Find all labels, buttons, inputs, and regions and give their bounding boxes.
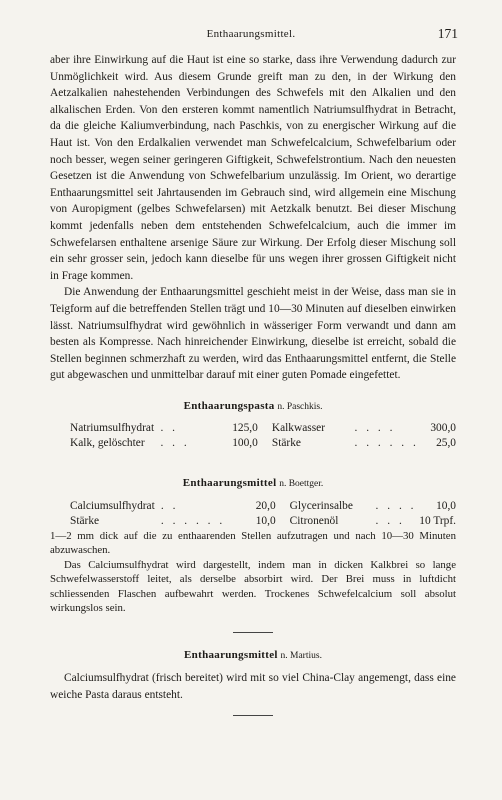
- recipe-1-author: n. Paschkis.: [277, 401, 323, 412]
- ingredient-amount: 10,0: [436, 500, 456, 513]
- recipe-2-table: [70, 499, 456, 529]
- table-row: [70, 436, 456, 451]
- recipe-1-table: [70, 421, 456, 451]
- ingredient-name: Kalkwasser: [271, 422, 325, 435]
- leader-dots: . . . . . .: [354, 437, 419, 450]
- recipe-3-title: Enthaarungsmittel: [184, 648, 278, 661]
- ingredient-name: Calciumsulfhydrat: [70, 500, 155, 513]
- table-row: [70, 499, 456, 514]
- ingredient-amount: 10 Trpf.: [419, 515, 456, 528]
- ingredient-name: Natriumsulfhydrat: [70, 422, 155, 435]
- table-row: [70, 421, 456, 436]
- recipe-3-heading: [50, 647, 456, 665]
- leader-dots: . .: [160, 500, 179, 513]
- recipe-1-title: Enthaarungspasta: [183, 399, 275, 412]
- recipe-3-text: Calciumsulfhydrat (frisch bereitet) wird mit so viel China-Clay angemengt, dass eine weiche Pasta daraus entsteht.: [50, 672, 456, 701]
- recipe-3-author: n. Martius.: [280, 650, 322, 661]
- end-divider: [233, 715, 273, 716]
- leader-dots: . . . .: [354, 422, 396, 435]
- leader-dots: . . . . . .: [160, 515, 226, 528]
- recipe-2-note-1: 1—2 mm dick auf die zu enthaarenden Stellen aufzutragen und nach 10—30 Minuten abzuwaschen.: [50, 530, 456, 557]
- paragraph-2: Die Anwendung der Enthaarungsmittel geschieht meist in der Weise, dass man sie in Teigform auf die betreffenden Stellen trägt und 10—30 Minuten auf dieselben einwirken lässt. Natriumsulfhydrat wird gewöhnlich in wässeriger Form verwandt und dann am besten als Kompresse. Nach hinreichender Einwirkung, dieselbe ist erreicht, sobald die Stellen beginnen schmerzhaft zu werden, wird das Enthaarungsmittel entfernt, die Stelle gut abgewaschen und unmittelbar darauf mit einer guten Pomade eingefettet.: [50, 286, 456, 382]
- ingredient-amount: 25,0: [436, 437, 456, 450]
- ingredient-name: Kalk, gelöschter: [70, 437, 145, 450]
- recipe-2-heading: [50, 475, 456, 493]
- recipe-1-heading: [50, 398, 456, 416]
- running-title: Enthaarungsmittel.: [206, 28, 296, 40]
- leader-dots: . . . .: [375, 500, 417, 513]
- section-divider: [233, 632, 273, 633]
- ingredient-amount: 300,0: [430, 422, 456, 435]
- leader-dots: . . .: [160, 437, 190, 450]
- ingredient-amount: 10,0: [255, 515, 276, 528]
- leader-dots: . .: [160, 422, 178, 435]
- ingredient-name: Stärke: [271, 437, 301, 450]
- recipe-2-note-2: Das Calciumsulfhydrat wird dargestellt, indem man in dicken Kalkbrei so lange Schwefelwasserstoff leitet, als derselbe absorbirt wird. Der Brei muss in luftdicht schliessenden Flaschen aufbewahrt werden. Trockenes Schwefelcalcium soll absolut wirkungslos sein.: [50, 558, 456, 615]
- table-row: [70, 514, 456, 529]
- ingredient-amount: 100,0: [232, 437, 258, 450]
- ingredient-amount: 125,0: [232, 422, 258, 435]
- ingredient-name: Glycerinsalbe: [289, 500, 353, 513]
- recipe-2-title: Enthaarungsmittel: [182, 477, 277, 490]
- ingredient-name: Stärke: [70, 515, 100, 528]
- leader-dots: . . .: [375, 515, 405, 528]
- recipe-2-author: n. Boettger.: [279, 479, 324, 490]
- paragraph-1: aber ihre Einwirkung auf die Haut ist eine so starke, dass ihre Verwendung dadurch zur Unmöglichkeit wird. Aus diesem Grunde greift man zu den, in der Wirkung den Aetzalkalien nahestehenden Verbindungen des Schwefels mit den Alkalien und den alkalischen Erden. Von den ersteren kommt namentlich Natriumsulfhydrat in Betracht, da die gleiche Kaliumverbindung, nach Paschkis, von zu energischer Wirkung auf die Haut ist. Von den Erdalkalien verwendet man Schwefelcalcium, Schwefelbarium oder noch besser, wegen seiner geringeren Giftigkeit, Schwefelstrontium. Nach den neuesten Gesetzen ist die Anwendung von Schwefelbarium unzulässig. Im Orient, wo derartige Enthaarungsmittel seit Jahrtausenden im Gebrauch sind, wird allgemein eine Mischung von Auropigment (gelbes Schwefelarsen) mit Aetzkalk benutzt. Bei dieser Mischung kommt jedenfalls neben dem entstehenden Schwefelcalcium, auch die immer im Schwefelarsen enthaltene arsenige Säure zur Wirkung. Der Erfolg dieser Mischung soll ein sehr grosser sein, jedoch kann dieselbe für uns wegen ihrer grossen Giftigkeit nicht in Frage kommen.: [50, 54, 456, 282]
- page-body: [50, 52, 456, 722]
- ingredient-amount: 20,0: [255, 500, 276, 513]
- page-header: [0, 28, 502, 46]
- ingredient-name: Citronenöl: [289, 515, 339, 528]
- page-number: 171: [437, 26, 458, 41]
